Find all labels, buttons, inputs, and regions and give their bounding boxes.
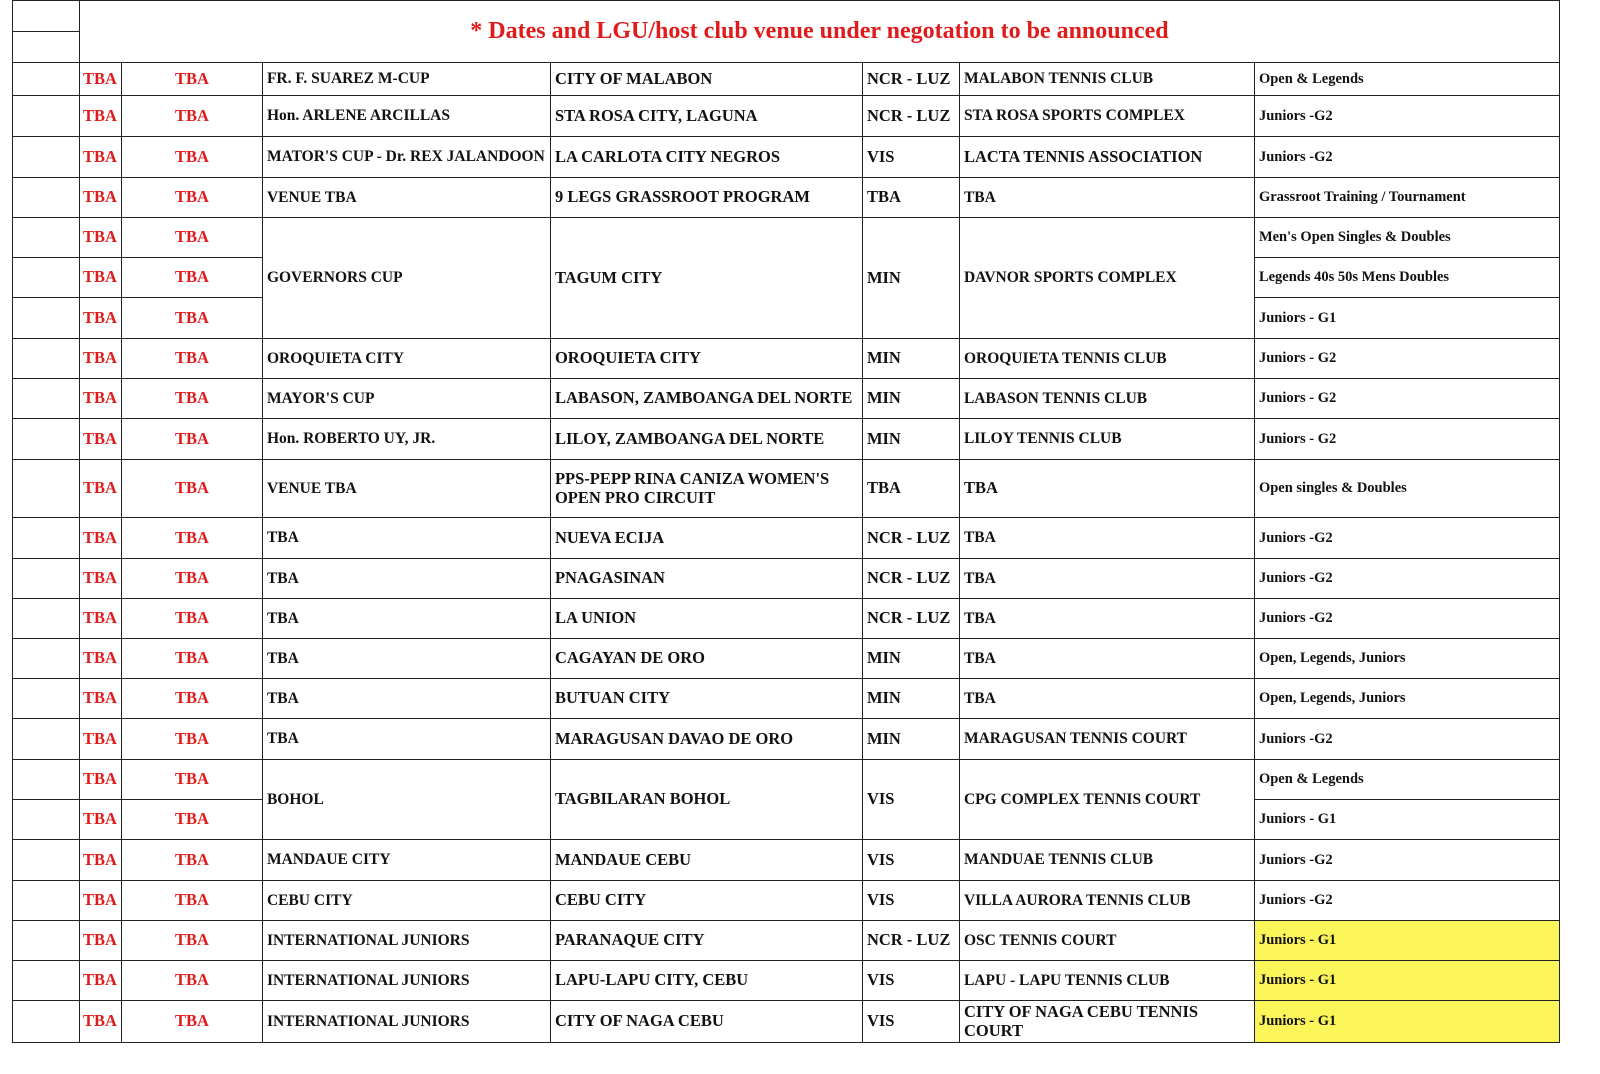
venue-cell: CITY OF NAGA CEBU TENNIS COURT — [959, 1001, 1254, 1043]
venue-cell: TBA — [959, 599, 1254, 639]
region-cell: VIS — [862, 1001, 959, 1043]
category-cell: Juniors - G1 — [1254, 921, 1559, 961]
date-end-cell: TBA — [121, 298, 262, 339]
date-start-cell: TBA — [80, 840, 122, 881]
organizer-cell: INTERNATIONAL JUNIORS — [262, 921, 550, 961]
schedule-body — [13, 1, 1560, 1043]
row-blank-cell — [13, 518, 80, 559]
city-cell: CITY OF MALABON — [550, 63, 862, 96]
organizer-cell: INTERNATIONAL JUNIORS — [262, 1001, 550, 1043]
category-cell: Juniors - G2 — [1254, 339, 1559, 379]
organizer-cell: TBA — [262, 719, 550, 760]
date-start-cell: TBA — [80, 419, 122, 460]
region-cell: NCR - LUZ — [862, 63, 959, 96]
table-row — [13, 339, 1560, 379]
date-start-cell: TBA — [80, 679, 122, 719]
city-cell: OROQUIETA CITY — [550, 339, 862, 379]
date-start-cell: TBA — [80, 1001, 122, 1043]
city-cell: PPS-PEPP RINA CANIZA WOMEN'S OPEN PRO CIRCUIT — [550, 460, 862, 518]
table-row — [13, 760, 1560, 800]
date-start-cell: TBA — [80, 339, 122, 379]
category-cell: Open & Legends — [1254, 760, 1559, 800]
date-end-cell: TBA — [121, 96, 262, 137]
category-cell: Juniors - G1 — [1254, 298, 1559, 339]
organizer-cell: Hon. ARLENE ARCILLAS — [262, 96, 550, 137]
row-blank-cell — [13, 840, 80, 881]
region-cell: MIN — [862, 719, 959, 760]
organizer-cell: MAYOR'S CUP — [262, 379, 550, 419]
organizer-cell: MANDAUE CITY — [262, 840, 550, 881]
date-end-cell: TBA — [121, 460, 262, 518]
city-cell: TAGUM CITY — [550, 218, 862, 339]
table-row — [13, 63, 1560, 96]
organizer-cell: VENUE TBA — [262, 178, 550, 218]
region-cell: VIS — [862, 137, 959, 178]
date-end-cell: TBA — [121, 137, 262, 178]
row-blank-cell — [13, 178, 80, 218]
region-cell: MIN — [862, 218, 959, 339]
region-cell: MIN — [862, 419, 959, 460]
organizer-cell: Hon. ROBERTO UY, JR. — [262, 419, 550, 460]
organizer-cell: FR. F. SUAREZ M-CUP — [262, 63, 550, 96]
date-start-cell: TBA — [80, 599, 122, 639]
date-start-cell: TBA — [80, 96, 122, 137]
category-cell: Legends 40s 50s Mens Doubles — [1254, 258, 1559, 298]
region-cell: VIS — [862, 961, 959, 1001]
venue-cell: CPG COMPLEX TENNIS COURT — [959, 760, 1254, 840]
date-end-cell: TBA — [121, 881, 262, 921]
category-cell: Open & Legends — [1254, 63, 1559, 96]
row-blank-cell — [13, 1001, 80, 1043]
date-start-cell: TBA — [80, 719, 122, 760]
category-cell: Juniors -G2 — [1254, 96, 1559, 137]
date-start-cell: TBA — [80, 218, 122, 258]
category-cell: Juniors -G2 — [1254, 840, 1559, 881]
schedule-table — [12, 0, 1560, 1043]
organizer-cell: TBA — [262, 639, 550, 679]
date-start-cell: TBA — [80, 881, 122, 921]
row-blank-cell — [13, 921, 80, 961]
date-start-cell: TBA — [80, 518, 122, 559]
category-cell: Grassroot Training / Tournament — [1254, 178, 1559, 218]
row-blank-cell — [13, 800, 80, 840]
organizer-cell: INTERNATIONAL JUNIORS — [262, 961, 550, 1001]
table-row — [13, 518, 1560, 559]
date-end-cell: TBA — [121, 840, 262, 881]
category-cell: Juniors -G2 — [1254, 881, 1559, 921]
region-cell: NCR - LUZ — [862, 599, 959, 639]
row-blank-cell — [13, 218, 80, 258]
region-cell: MIN — [862, 379, 959, 419]
row-blank-cell — [13, 339, 80, 379]
venue-cell: TBA — [959, 679, 1254, 719]
row-blank-cell — [13, 961, 80, 1001]
date-start-cell: TBA — [80, 178, 122, 218]
date-end-cell: TBA — [121, 559, 262, 599]
table-row — [13, 178, 1560, 218]
city-cell: MARAGUSAN DAVAO DE ORO — [550, 719, 862, 760]
organizer-cell: TBA — [262, 518, 550, 559]
city-cell: BUTUAN CITY — [550, 679, 862, 719]
date-start-cell: TBA — [80, 258, 122, 298]
row-blank-cell — [13, 639, 80, 679]
date-start-cell: TBA — [80, 63, 122, 96]
row-blank-cell — [13, 760, 80, 800]
category-cell: Open, Legends, Juniors — [1254, 679, 1559, 719]
city-cell: MANDAUE CEBU — [550, 840, 862, 881]
category-cell: Open, Legends, Juniors — [1254, 639, 1559, 679]
date-start-cell: TBA — [80, 961, 122, 1001]
region-cell: VIS — [862, 881, 959, 921]
date-start-cell: TBA — [80, 460, 122, 518]
table-row — [13, 419, 1560, 460]
category-cell: Juniors - G1 — [1254, 1001, 1559, 1043]
city-cell: 9 LEGS GRASSROOT PROGRAM — [550, 178, 862, 218]
region-cell: TBA — [862, 178, 959, 218]
organizer-cell: VENUE TBA — [262, 460, 550, 518]
title-row — [13, 1, 1560, 63]
row-blank-cell — [13, 258, 80, 298]
row-blank-cell — [13, 881, 80, 921]
venue-cell: MALABON TENNIS CLUB — [959, 63, 1254, 96]
date-end-cell: TBA — [121, 800, 262, 840]
table-row — [13, 96, 1560, 137]
date-end-cell: TBA — [121, 961, 262, 1001]
city-cell: LA CARLOTA CITY NEGROS — [550, 137, 862, 178]
city-cell: LABASON, ZAMBOANGA DEL NORTE — [550, 379, 862, 419]
row-blank-cell — [13, 599, 80, 639]
table-row — [13, 599, 1560, 639]
category-cell: Juniors -G2 — [1254, 518, 1559, 559]
city-cell: LAPU-LAPU CITY, CEBU — [550, 961, 862, 1001]
category-cell: Juniors -G2 — [1254, 559, 1559, 599]
header-blank-cell — [13, 1, 80, 63]
venue-cell: TBA — [959, 639, 1254, 679]
venue-cell: TBA — [959, 460, 1254, 518]
table-row — [13, 218, 1560, 258]
region-cell: VIS — [862, 760, 959, 840]
date-end-cell: TBA — [121, 679, 262, 719]
date-end-cell: TBA — [121, 639, 262, 679]
venue-cell: LAPU - LAPU TENNIS CLUB — [959, 961, 1254, 1001]
date-end-cell: TBA — [121, 379, 262, 419]
table-row — [13, 840, 1560, 881]
region-cell: MIN — [862, 679, 959, 719]
table-row — [13, 1001, 1560, 1043]
row-blank-cell — [13, 137, 80, 178]
city-cell: LA UNION — [550, 599, 862, 639]
category-cell: Juniors - G2 — [1254, 379, 1559, 419]
venue-cell: OSC TENNIS COURT — [959, 921, 1254, 961]
date-end-cell: TBA — [121, 339, 262, 379]
city-cell: PARANAQUE CITY — [550, 921, 862, 961]
date-end-cell: TBA — [121, 218, 262, 258]
region-cell: MIN — [862, 339, 959, 379]
date-start-cell: TBA — [80, 298, 122, 339]
date-start-cell: TBA — [80, 760, 122, 800]
date-end-cell: TBA — [121, 63, 262, 96]
row-blank-cell — [13, 63, 80, 96]
category-cell: Open singles & Doubles — [1254, 460, 1559, 518]
date-start-cell: TBA — [80, 639, 122, 679]
region-cell: MIN — [862, 639, 959, 679]
city-cell: CITY OF NAGA CEBU — [550, 1001, 862, 1043]
table-row — [13, 679, 1560, 719]
table-row — [13, 379, 1560, 419]
organizer-cell: TBA — [262, 599, 550, 639]
region-cell: NCR - LUZ — [862, 921, 959, 961]
city-cell: PNAGASINAN — [550, 559, 862, 599]
venue-cell: LACTA TENNIS ASSOCIATION — [959, 137, 1254, 178]
venue-cell: STA ROSA SPORTS COMPLEX — [959, 96, 1254, 137]
organizer-cell: CEBU CITY — [262, 881, 550, 921]
venue-cell: LABASON TENNIS CLUB — [959, 379, 1254, 419]
date-end-cell: TBA — [121, 760, 262, 800]
organizer-cell: MATOR'S CUP - Dr. REX JALANDOON — [262, 137, 550, 178]
organizer-cell: OROQUIETA CITY — [262, 339, 550, 379]
date-end-cell: TBA — [121, 921, 262, 961]
venue-cell: OROQUIETA TENNIS CLUB — [959, 339, 1254, 379]
date-end-cell: TBA — [121, 518, 262, 559]
organizer-cell: GOVERNORS CUP — [262, 218, 550, 339]
category-cell: Juniors -G2 — [1254, 137, 1559, 178]
region-cell: TBA — [862, 460, 959, 518]
venue-cell: LILOY TENNIS CLUB — [959, 419, 1254, 460]
table-row — [13, 921, 1560, 961]
city-cell: CAGAYAN DE ORO — [550, 639, 862, 679]
date-end-cell: TBA — [121, 599, 262, 639]
date-end-cell: TBA — [121, 178, 262, 218]
organizer-cell: TBA — [262, 559, 550, 599]
organizer-cell: TBA — [262, 679, 550, 719]
date-end-cell: TBA — [121, 258, 262, 298]
region-cell: NCR - LUZ — [862, 96, 959, 137]
table-row — [13, 137, 1560, 178]
city-cell: LILOY, ZAMBOANGA DEL NORTE — [550, 419, 862, 460]
region-cell: NCR - LUZ — [862, 559, 959, 599]
table-row — [13, 460, 1560, 518]
category-cell: Juniors -G2 — [1254, 719, 1559, 760]
row-blank-cell — [13, 419, 80, 460]
row-blank-cell — [13, 379, 80, 419]
date-start-cell: TBA — [80, 800, 122, 840]
region-cell: NCR - LUZ — [862, 518, 959, 559]
category-cell: Juniors - G2 — [1254, 419, 1559, 460]
venue-cell: TBA — [959, 518, 1254, 559]
date-start-cell: TBA — [80, 921, 122, 961]
date-start-cell: TBA — [80, 379, 122, 419]
table-row — [13, 961, 1560, 1001]
city-cell: CEBU CITY — [550, 881, 862, 921]
row-blank-cell — [13, 719, 80, 760]
row-blank-cell — [13, 679, 80, 719]
category-cell: Juniors - G1 — [1254, 800, 1559, 840]
category-cell: Juniors -G2 — [1254, 599, 1559, 639]
row-blank-cell — [13, 559, 80, 599]
venue-cell: TBA — [959, 178, 1254, 218]
city-cell: STA ROSA CITY, LAGUNA — [550, 96, 862, 137]
city-cell: NUEVA ECIJA — [550, 518, 862, 559]
page-title: * Dates and LGU/host club venue under negotation to be announced — [80, 1, 1560, 63]
row-blank-cell — [13, 460, 80, 518]
date-start-cell: TBA — [80, 559, 122, 599]
table-row — [13, 719, 1560, 760]
venue-cell: DAVNOR SPORTS COMPLEX — [959, 218, 1254, 339]
region-cell: VIS — [862, 840, 959, 881]
date-start-cell: TBA — [80, 137, 122, 178]
organizer-cell: BOHOL — [262, 760, 550, 840]
venue-cell: TBA — [959, 559, 1254, 599]
city-cell: TAGBILARAN BOHOL — [550, 760, 862, 840]
venue-cell: MANDUAE TENNIS CLUB — [959, 840, 1254, 881]
table-row — [13, 639, 1560, 679]
date-end-cell: TBA — [121, 719, 262, 760]
category-cell: Men's Open Singles & Doubles — [1254, 218, 1559, 258]
date-end-cell: TBA — [121, 419, 262, 460]
table-row — [13, 881, 1560, 921]
row-blank-cell — [13, 96, 80, 137]
row-blank-cell — [13, 298, 80, 339]
venue-cell: MARAGUSAN TENNIS COURT — [959, 719, 1254, 760]
table-row — [13, 559, 1560, 599]
date-end-cell: TBA — [121, 1001, 262, 1043]
venue-cell: VILLA AURORA TENNIS CLUB — [959, 881, 1254, 921]
category-cell: Juniors - G1 — [1254, 961, 1559, 1001]
